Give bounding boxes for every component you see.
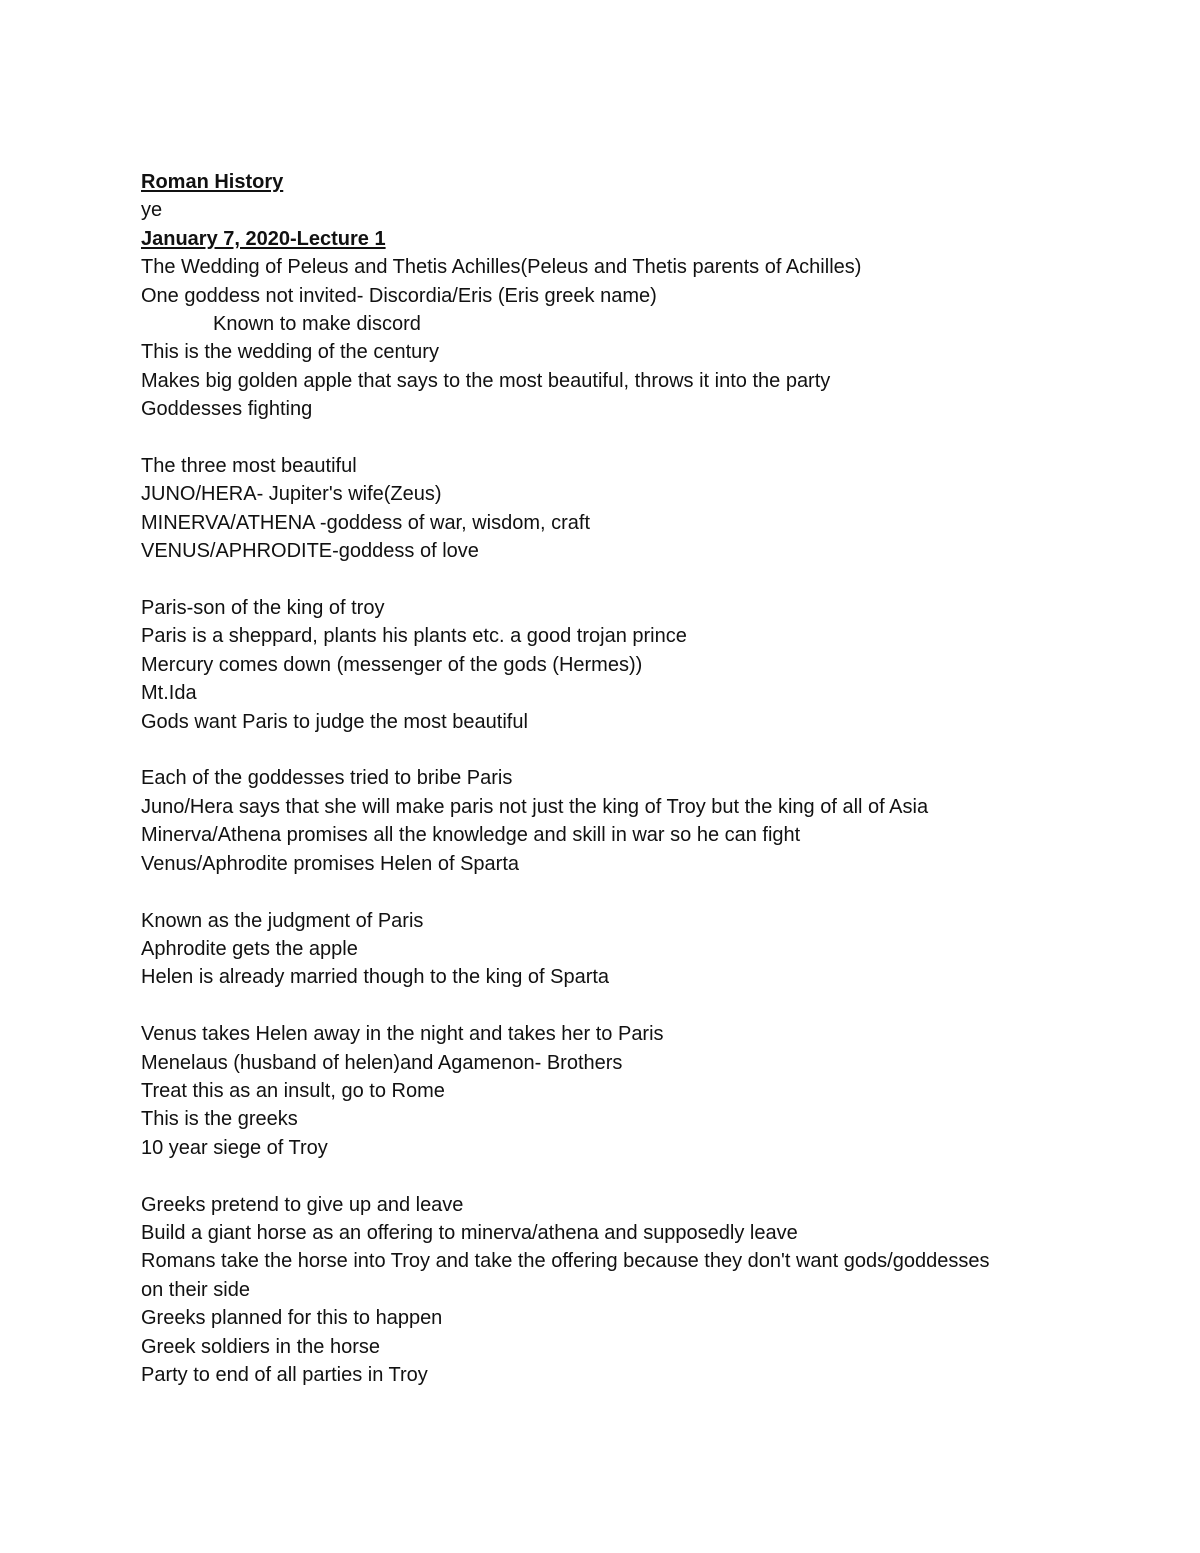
note-line: Minerva/Athena promises all the knowledge and skill in war so he can fight — [141, 824, 801, 847]
note-line: Venus takes Helen away in the night and takes her to Paris — [141, 1023, 664, 1046]
note-line: This is the wedding of the century — [141, 341, 439, 364]
paragraph-gap — [141, 992, 1141, 1020]
note-line: Party to end of all parties in Troy — [141, 1363, 428, 1386]
paragraph-gap — [141, 878, 1141, 906]
note-line-indented: Known to make discord — [213, 313, 421, 336]
document-subtitle: ye — [141, 199, 163, 222]
note-line: 10 year siege of Troy — [141, 1136, 328, 1159]
document-page — [141, 168, 1141, 1389]
note-line: Helen is already married though to the king of Sparta — [141, 966, 610, 989]
note-line: Build a giant horse as an offering to minerva/athena and supposedly leave — [141, 1221, 798, 1244]
note-line: Paris-son of the king of troy — [141, 597, 385, 620]
note-line: Mt.Ida — [141, 682, 197, 705]
note-line: MINERVA/ATHENA -goddess of war, wisdom, craft — [141, 511, 591, 534]
paragraph-gap — [141, 1162, 1141, 1190]
document-title: Roman History — [141, 171, 284, 193]
note-line: Each of the goddesses tried to bribe Paris — [141, 767, 513, 790]
note-line: Treat this as an insult, go to Rome — [141, 1079, 445, 1102]
note-line: on their side — [141, 1278, 250, 1301]
note-line: Mercury comes down (messenger of the gods (Hermes)) — [141, 653, 643, 676]
note-line: Juno/Hera says that she will make paris not just the king of Troy but the king of all of Asia — [141, 795, 929, 818]
paragraph-gap — [141, 566, 1141, 594]
note-line: Known as the judgment of Paris — [141, 909, 424, 932]
note-line: The three most beautiful — [141, 455, 357, 478]
note-line: Paris is a sheppard, plants his plants etc. a good trojan prince — [141, 625, 687, 648]
note-line: Goddesses fighting — [141, 398, 313, 421]
note-line: Makes big golden apple that says to the most beautiful, throws it into the party — [141, 369, 831, 392]
note-line: Greeks planned for this to happen — [141, 1307, 443, 1330]
note-line: Romans take the horse into Troy and take the offering because they don't want gods/goddesses — [141, 1250, 990, 1273]
note-line: Aphrodite gets the apple — [141, 937, 358, 960]
note-line: Menelaus (husband of helen)and Agamenon- Brothers — [141, 1051, 623, 1074]
paragraph-gap — [141, 736, 1141, 764]
note-line: JUNO/HERA- Jupiter's wife(Zeus) — [141, 483, 442, 506]
paragraph-gap — [141, 424, 1141, 452]
note-line: VENUS/APHRODITE-goddess of love — [141, 540, 479, 563]
note-line: Greek soldiers in the horse — [141, 1335, 381, 1358]
note-line: Greeks pretend to give up and leave — [141, 1193, 464, 1216]
note-line: This is the greeks — [141, 1108, 298, 1131]
note-line: Venus/Aphrodite promises Helen of Sparta — [141, 852, 519, 875]
lecture-heading: January 7, 2020-Lecture 1 — [141, 227, 386, 250]
note-line: One goddess not invited- Discordia/Eris (Eris greek name) — [141, 284, 657, 307]
note-line: The Wedding of Peleus and Thetis Achilles(Peleus and Thetis parents of Achilles) — [141, 256, 862, 279]
note-line: Gods want Paris to judge the most beautiful — [141, 710, 528, 733]
